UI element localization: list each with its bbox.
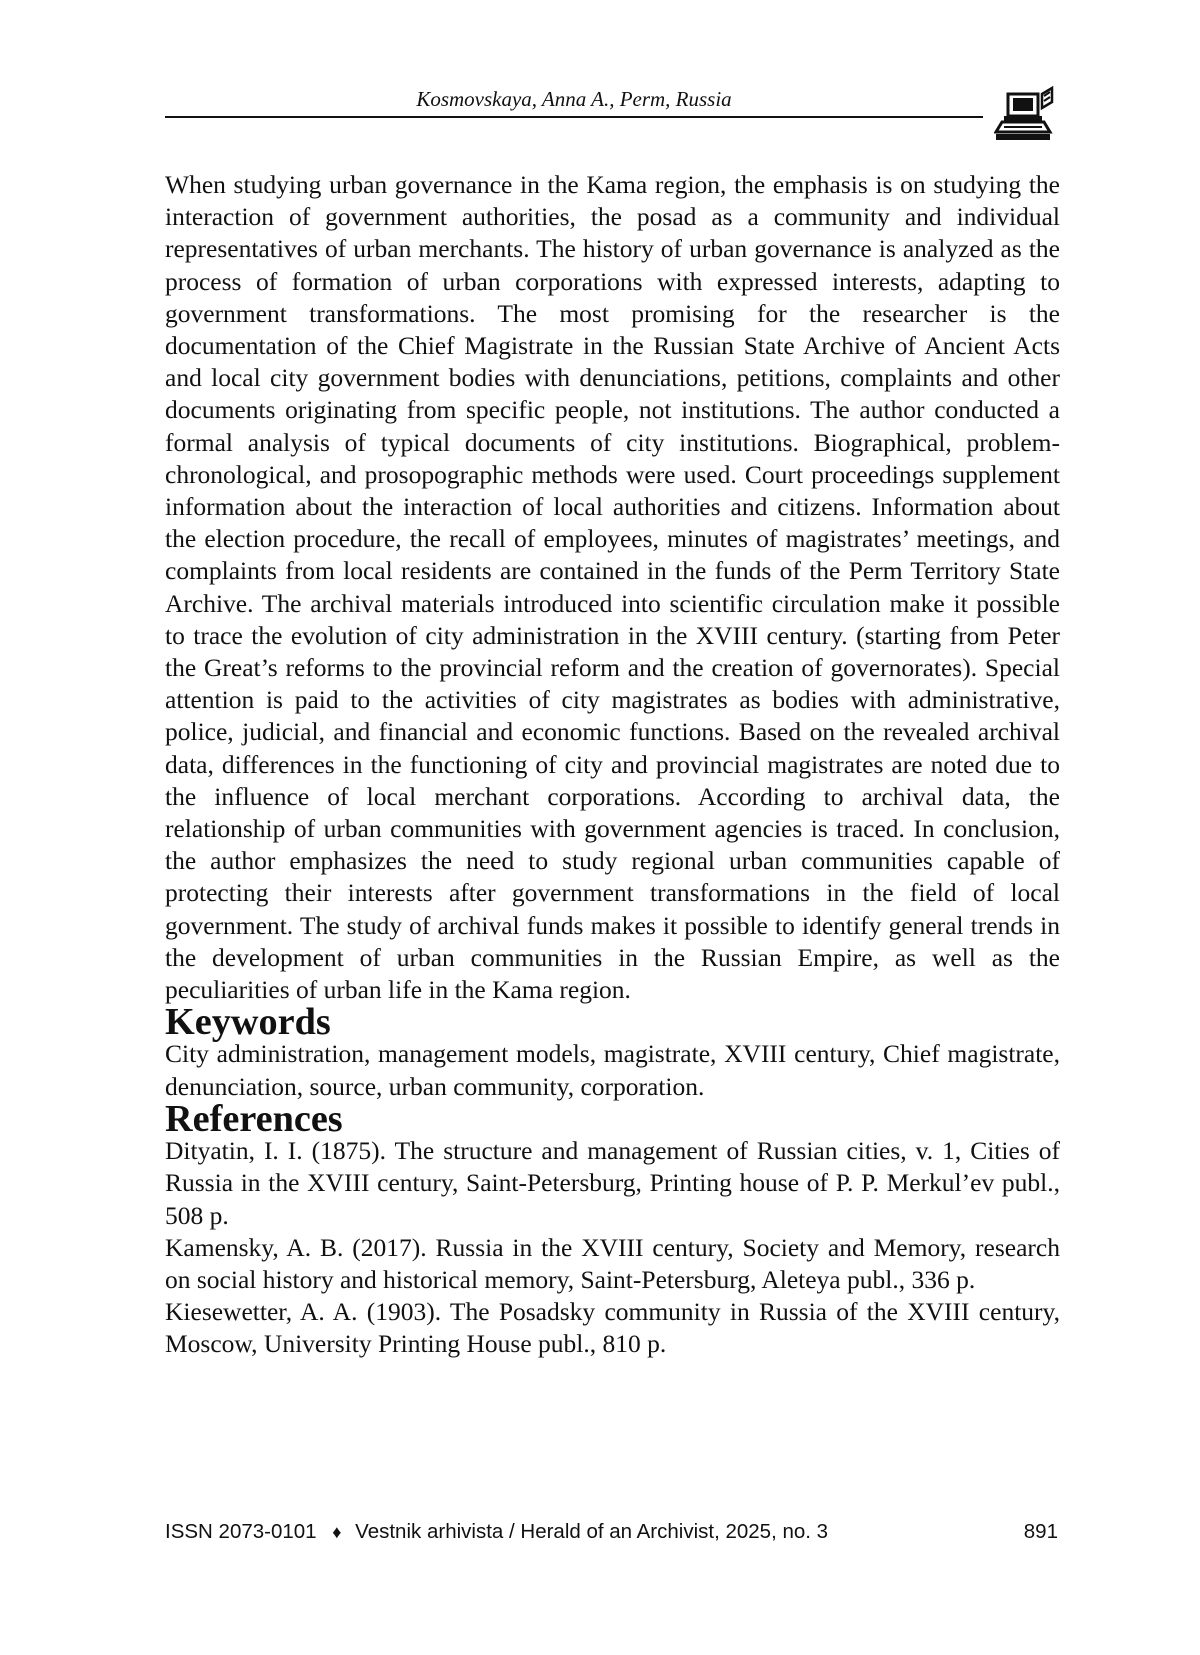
reference-item: Kamensky, A. B. (2017). Russia in the XVIII century, Society and Memory, research on social history and historical memory, Saint-Petersburg, Aleteya publ., 336 p.	[165, 1232, 1060, 1294]
archive-computer-logo-icon	[994, 86, 1056, 146]
page-number: 891	[1023, 1520, 1058, 1543]
reference-item: Kiesewetter, A. A. (1903). The Posadsky community in Russia of the XVIII century, Moscow, University Printing House publ., 810 p.	[165, 1297, 1060, 1359]
running-header-title: Kosmovskaya, Anna A., Perm, Russia	[416, 87, 732, 111]
reference-item: Dityatin, I. I. (1875). The structure and management of Russian cities, v. 1, Cities of Russia in the XVIII century, Saint-Petersburg, Printing house of P. P. Merkul’ev publ., 508 p.	[165, 1136, 1060, 1230]
keywords-heading: Keywords	[165, 1001, 331, 1044]
page-footer	[165, 1518, 1060, 1548]
abstract-paragraph: When studying urban governance in the Kama region, the emphasis is on studying the interaction of government authorities, the posad as a community and individual representatives of urban merchants. The history of urban governance is analyzed as the process of formation of urban corporations with expressed interests, adapting to government transformations. The most promising for the researcher is the documentation of the Chief Magistrate in the Russian State Archive of Ancient Acts and local city government bodies with denunciations, petitions, complaints and other documents originating from specific people, not institutions. The author conducted a formal analysis of typical documents of city institutions. Biographical, problem-chronological, and prosopographic methods were used. Court proceedings supplement information about the interaction of local authorities and citizens. Information about the election procedure, the recall of employees, minutes of magistrates’ meetings, and complaints from local residents are contained in the funds of the Perm Territory State Archive. The archival materials introduced into scientific circulation make it possible to trace the evolution of city administration in the XVIII century. (starting from Peter the Great’s reforms to the provincial reform and the creation of governorates). Special attention is paid to the activities of city magistrates as bodies with administrative, police, judicial, and financial and economic functions. Based on the revealed archival data, differences in the functioning of city and provincial magistrates are noted due to the influence of local merchant corporations. According to archival data, the relationship of urban communities with government agencies is traced. In conclusion, the author emphasizes the need to study regional urban communities capable of protecting their interests after government transformations in the field of local government. The study of archival funds makes it possible to identify general trends in the development of urban communities in the Russian Empire, as well as the peculiarities of urban life in the Kama region.	[165, 170, 1060, 1005]
issn-label: ISSN 2073-0101	[165, 1520, 317, 1543]
article-content	[165, 169, 1060, 1361]
running-header	[165, 86, 983, 118]
diamond-separator-icon: ♦	[332, 1522, 342, 1542]
footer-journal-info	[165, 1518, 828, 1546]
references-heading: References	[165, 1097, 343, 1140]
journal-citation: Vestnik arhivista / Herald of an Archivist, 2025, no. 3	[355, 1520, 829, 1543]
keywords-text: City administration, management models, magistrate, XVIII century, Chief magistrate, denunciation, source, urban community, corporation.	[165, 1039, 1060, 1101]
